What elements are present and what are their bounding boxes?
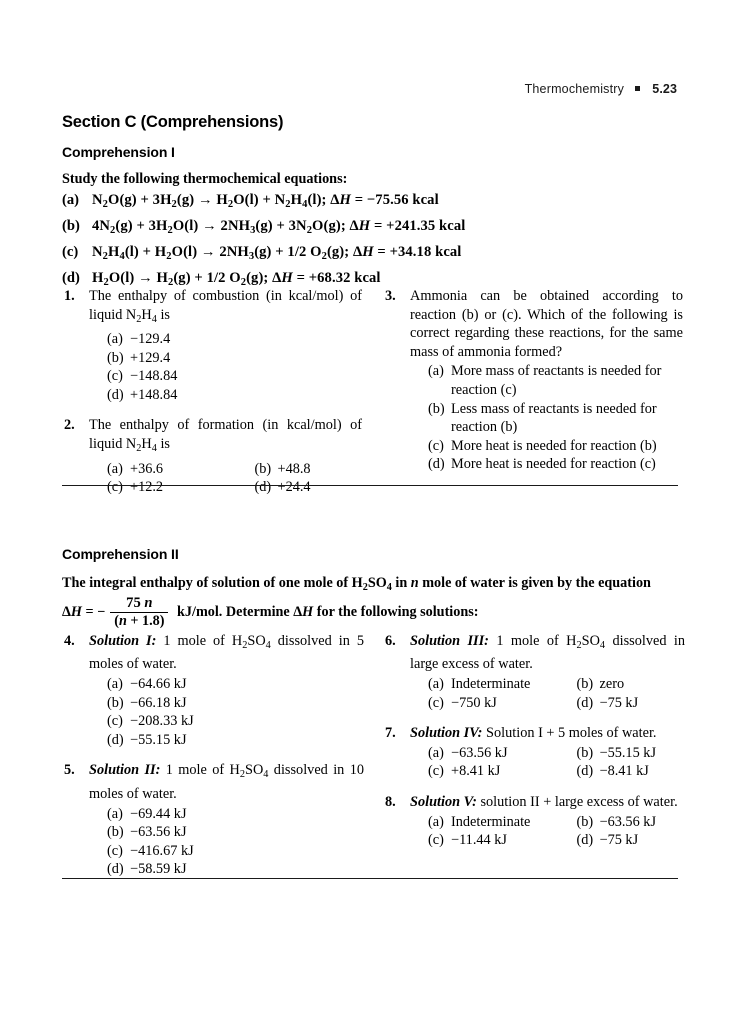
option-label: (a) [428, 813, 444, 830]
option-text: −69.44 kJ [130, 805, 187, 822]
equation-label: (d) [62, 269, 80, 286]
section-divider-2 [62, 878, 678, 879]
comprehension-2-intro: The integral enthalpy of solution of one mole of $H_2SO_4$ in n mole of water is given by the equation [62, 575, 651, 593]
option-label: (a) [428, 363, 444, 380]
fraction-numerator: 75 n [126, 595, 153, 611]
option-list [89, 330, 362, 404]
option-label: (b) [107, 349, 124, 366]
option-item[interactable] [428, 455, 683, 474]
question-item [383, 793, 685, 850]
option-item[interactable] [107, 805, 364, 824]
option-label: (b) [576, 676, 594, 693]
equation-label: (b) [62, 217, 80, 234]
equation-label: (a) [62, 192, 80, 208]
comprehension-2-left-column [62, 632, 364, 891]
formula-tail: kJ/mol. Determine ΔH for the following solutions: [173, 604, 479, 621]
option-label: (d) [576, 832, 594, 849]
option-label: (b) [576, 744, 594, 761]
option-text: −55.15 kJ [599, 744, 657, 761]
option-label: (d) [576, 694, 594, 711]
option-item[interactable] [428, 813, 557, 832]
option-item[interactable] [557, 762, 686, 781]
comprehension-1-heading: Comprehension I [62, 144, 175, 160]
option-text: More heat is needed for reaction (c) [451, 456, 656, 473]
option-text: −66.18 kJ [130, 694, 187, 711]
option-item[interactable] [107, 460, 235, 479]
question-number: 2. [64, 417, 75, 434]
solution-label: Solution IV: [410, 725, 483, 742]
option-item[interactable] [107, 386, 362, 405]
option-item[interactable] [107, 860, 364, 879]
option-item[interactable] [557, 744, 686, 763]
option-label: (b) [428, 400, 445, 417]
question-body [89, 761, 364, 878]
question-stem: The enthalpy of formation (in kcal/mol) of liquid $N_2H_4$ is [89, 417, 362, 454]
thermochemical-equation-list [62, 190, 682, 294]
option-item[interactable] [557, 813, 686, 832]
option-label: (c) [428, 832, 444, 849]
option-label: (c) [107, 368, 123, 385]
option-text: −63.56 kJ [599, 813, 657, 830]
question-item [383, 287, 683, 474]
option-text: −8.41 kJ [599, 763, 649, 780]
option-text: −75 kJ [599, 832, 639, 849]
option-item[interactable] [428, 831, 557, 850]
option-text: +148.84 [130, 386, 178, 403]
enthalpy-formula [62, 596, 478, 629]
option-text: More mass of reactants is needed for reaction (c) [451, 363, 662, 398]
option-text: Indeterminate [451, 813, 531, 830]
option-label: (d) [576, 763, 594, 780]
equation-text: $N_2H_4(l) + H_2O(l) \to 2NH_3(g) + 1/2$ $O_2(g)$; ΔH = +34.18 kcal [92, 243, 462, 262]
option-item[interactable] [428, 694, 557, 713]
option-label: (c) [428, 437, 444, 454]
option-label: (a) [428, 744, 444, 761]
option-text: −750 kJ [451, 694, 497, 711]
question-item [383, 724, 685, 781]
option-item[interactable] [557, 675, 686, 694]
option-item[interactable] [107, 842, 364, 861]
option-label: (d) [254, 479, 272, 496]
equation-row [62, 216, 682, 241]
option-list [89, 805, 364, 879]
option-item[interactable] [107, 349, 362, 368]
option-item[interactable] [107, 675, 364, 694]
option-label: (a) [428, 676, 444, 693]
option-text: +36.6 [130, 460, 164, 477]
option-label: (c) [428, 694, 444, 711]
page-title: Section C (Comprehensions) [62, 113, 284, 131]
option-item[interactable] [107, 330, 362, 349]
option-label: (a) [107, 331, 123, 348]
option-item[interactable] [428, 744, 557, 763]
question-item [62, 632, 364, 749]
option-text: +48.8 [277, 460, 311, 477]
option-item[interactable] [557, 831, 686, 850]
square-bullet-icon [635, 86, 640, 91]
question-number: 4. [64, 633, 75, 649]
question-item [383, 632, 685, 712]
option-list [410, 813, 685, 850]
option-item[interactable] [107, 823, 364, 842]
equation-text: $N_2O(g) + 3H_2(g) \to H_2O(l) + N_2H_4(l)$; ΔH = −75.56 kcal [92, 192, 439, 210]
option-label: (c) [107, 479, 123, 496]
solution-label: Solution II: [89, 762, 161, 779]
solution-label: Solution III: [410, 633, 489, 649]
option-label: (c) [428, 763, 444, 780]
option-item[interactable] [428, 675, 557, 694]
equation-text: $4N_2(g) + 3H_2O(l) \to 2NH_3(g) + 3N_2O(g)$; ΔH = +241.35 kcal [92, 217, 466, 236]
question-number: 1. [64, 288, 75, 304]
question-stem: Solution IV: Solution I + 5 moles of water. [410, 725, 657, 742]
option-item[interactable] [107, 731, 364, 750]
question-stem: Solution III: 1 mole of $H_2SO_4$ dissolved in large excess of water. [410, 633, 685, 673]
option-item[interactable] [428, 362, 683, 399]
option-text: −58.59 kJ [130, 861, 187, 878]
question-stem: The enthalpy of combustion (in kcal/mol) of liquid $N_2H_4$ is [89, 288, 362, 325]
option-item[interactable] [107, 478, 235, 497]
comprehension-2-heading: Comprehension II [62, 546, 179, 562]
option-label: (d) [107, 731, 124, 748]
option-label: (d) [428, 456, 445, 473]
question-number: 3. [385, 288, 396, 304]
question-body [89, 632, 364, 749]
question-number: 8. [385, 794, 396, 811]
chapter-title: Thermochemistry [524, 82, 625, 96]
question-stem: Solution II: 1 mole of $H_2SO_4$ dissolved in 10 moles of water. [89, 762, 364, 802]
option-label: (c) [107, 713, 123, 730]
option-text: −63.56 kJ [130, 824, 187, 841]
equation-row [62, 242, 682, 267]
option-text: +129.4 [130, 349, 171, 366]
question-body [410, 632, 685, 712]
question-body [89, 287, 362, 404]
option-label: (d) [107, 861, 124, 878]
option-label: (a) [107, 460, 123, 477]
option-label: (a) [107, 805, 123, 822]
option-label: (c) [107, 842, 123, 859]
formula-fraction [110, 596, 168, 629]
option-item[interactable] [428, 400, 683, 437]
section-divider-1 [62, 485, 678, 486]
running-header [525, 82, 677, 96]
page-number: 5.23 [652, 82, 677, 96]
option-item[interactable] [107, 367, 362, 386]
equation-text: $H_2O(l) \to H_2(g) + 1/2$ $O_2(g)$; ΔH = +68.32 kcal [92, 269, 381, 288]
comprehension-2-right-column [383, 632, 685, 862]
question-stem: Solution I: 1 mole of $H_2SO_4$ dissolved in 5 moles of water. [89, 633, 364, 673]
equation-row [62, 190, 682, 215]
option-item[interactable] [235, 478, 363, 497]
option-label: (b) [107, 824, 124, 841]
solution-label: Solution V: [410, 794, 477, 811]
option-list [89, 460, 362, 497]
option-text: −11.44 kJ [451, 832, 507, 849]
equation-label: (c) [62, 243, 79, 260]
option-text: −75 kJ [599, 694, 639, 711]
option-label: (b) [576, 813, 594, 830]
question-number: 6. [385, 633, 396, 649]
solution-label: Solution I: [89, 633, 157, 649]
question-stem: Solution V: solution II + large excess of water. [410, 794, 678, 811]
fraction-denominator: (n + 1.8) [110, 612, 168, 629]
question-number: 7. [385, 725, 396, 742]
question-body [410, 724, 685, 781]
option-list [410, 744, 685, 781]
option-item[interactable] [428, 762, 557, 781]
option-text: −148.84 [130, 368, 178, 385]
option-text: +12.2 [130, 479, 164, 496]
option-text: Indeterminate [451, 676, 531, 693]
option-text: −416.67 kJ [130, 842, 194, 859]
option-text: −129.4 [130, 331, 171, 348]
option-item[interactable] [107, 712, 364, 731]
question-stem: Ammonia can be obtained according to reaction (b) or (c). Which of the following is correct regarding these reactions, for the same mass of ammonia formed? [410, 288, 683, 360]
option-text: −55.15 kJ [130, 731, 187, 748]
question-body [410, 793, 685, 850]
option-text: +24.4 [277, 479, 311, 496]
option-item[interactable] [107, 694, 364, 713]
comprehension-1-intro: Study the following thermochemical equations: [62, 171, 348, 187]
question-item [62, 287, 362, 404]
formula-lhs: ΔH = − [62, 604, 106, 621]
question-item [62, 761, 364, 878]
option-item[interactable] [557, 694, 686, 713]
comprehension-1-left-column [62, 287, 362, 509]
option-label: (b) [254, 460, 272, 477]
option-text: −208.33 kJ [130, 713, 194, 730]
comprehension-1-right-column [383, 287, 683, 486]
option-list [410, 362, 683, 474]
option-text: −63.56 kJ [451, 744, 508, 761]
option-item[interactable] [235, 460, 363, 479]
option-label: (a) [107, 676, 123, 693]
option-list [410, 675, 685, 712]
option-text: −64.66 kJ [130, 676, 187, 693]
option-list [89, 675, 364, 749]
option-label: (b) [107, 694, 124, 711]
option-text: Less mass of reactants is needed for reaction (b) [451, 400, 657, 436]
option-item[interactable] [428, 437, 683, 456]
option-text: More heat is needed for reaction (b) [451, 437, 657, 454]
question-number: 5. [64, 762, 75, 779]
option-text: +8.41 kJ [451, 763, 501, 780]
option-label: (d) [107, 386, 124, 403]
option-text: zero [599, 676, 625, 693]
question-body [410, 287, 683, 474]
